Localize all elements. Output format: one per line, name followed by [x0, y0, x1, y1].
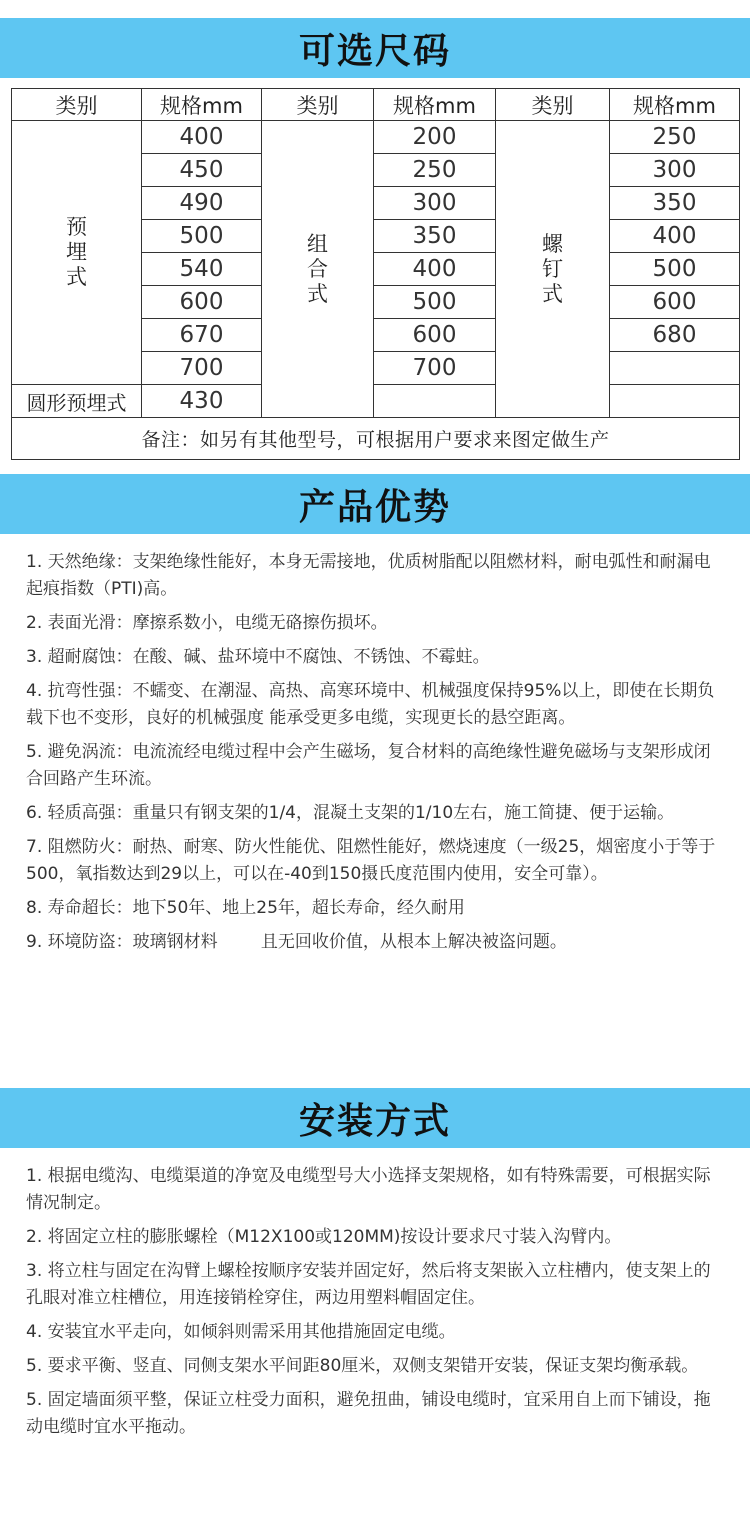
spec-cell: 350: [610, 187, 740, 220]
list-item: 6. 轻质高强：重量只有钢支架的1/4，混凝土支架的1/10左右，施工简捷、便于运输。: [26, 803, 675, 823]
spec-cell: 200: [374, 121, 496, 154]
spec-cell: 430: [142, 385, 262, 418]
spec-cell: 400: [142, 121, 262, 154]
list-item: 5. 避免涡流：电流流经电缆过程中会产生磁场，复合材料的高绝缘性避免磁场与支架形成闭合回路产生环流。: [26, 742, 711, 789]
header-spec-1: 规格mm: [142, 89, 262, 121]
list-item: 1. 天然绝缘：支架绝缘性能好，本身无需接地，优质树脂配以阻燃材料，耐电弧性和耐漏电起痕指数（PTI)高。: [26, 552, 711, 599]
table-row: [12, 385, 740, 418]
header-category-3: 类别: [496, 89, 610, 121]
spec-cell: 400: [610, 220, 740, 253]
list-item: 3. 超耐腐蚀：在酸、碱、盐环境中不腐蚀、不锈蚀、不霉蛀。: [26, 647, 490, 667]
spec-cell: [610, 352, 740, 385]
spec-cell: 540: [142, 253, 262, 286]
spec-cell: 250: [374, 154, 496, 187]
table-note-row: [12, 418, 740, 460]
list-item: 5. 要求平衡、竖直、同侧支架水平间距80厘米，双侧支架错开安装，保证支架均衡承载。: [26, 1356, 699, 1376]
header-category-2: 类别: [262, 89, 374, 121]
spec-cell: [374, 385, 496, 418]
section-title-install: 安装方式: [298, 1100, 451, 1142]
table-note: 备注：如另有其他型号，可根据用户要求来图定做生产: [12, 418, 740, 460]
spec-cell: 600: [610, 286, 740, 319]
spec-cell: 670: [142, 319, 262, 352]
spec-cell: 350: [374, 220, 496, 253]
table-header-row: [12, 89, 740, 121]
list-item: 4. 抗弯性强：不蠕变、在潮湿、高热、高寒环境中、机械强度保持95%以上，即使在长期负载下也不变形，良好的机械强度 能承受更多电缆，实现更长的悬空距离。: [26, 681, 715, 728]
list-item: 7. 阻燃防火：耐热、耐寒、防火性能优、阻燃性能好，燃烧速度（一级25，烟密度小于等于500，氧指数达到29以上，可以在-40到150摄氏度范围内使用，安全可靠）。: [26, 837, 716, 884]
list-item: 2. 表面光滑：摩擦系数小，电缆无硌擦伤损坏。: [26, 613, 388, 633]
list-item: 9. 环境防盗：玻璃钢材料 且无回收价值，从根本上解决被盗问题。: [26, 932, 567, 952]
list-item: 1. 根据电缆沟、电缆渠道的净宽及电缆型号大小选择支架规格，如有特殊需要，可根据实际情况制定。: [26, 1166, 711, 1213]
section-title-advantages: 产品优势: [298, 486, 451, 528]
section-banner-advantages: [0, 474, 750, 534]
section-banner-install: [0, 1088, 750, 1148]
list-item: 2. 将固定立柱的膨胀螺栓（M12X100或120MM)按设计要求尺寸装入沟臂内。: [26, 1227, 622, 1247]
list-item: 3. 将立柱与固定在沟臂上螺栓按顺序安装并固定好，然后将支架嵌入立柱槽内，使支架上的孔眼对准立柱槽位，用连接销栓穿住，两边用塑料帽固定住。: [26, 1261, 711, 1308]
spec-cell: 680: [610, 319, 740, 352]
list-item: 4. 安装宜水平走向，如倾斜则需采用其他措施固定电缆。: [26, 1322, 456, 1342]
advantages-list: [26, 549, 726, 963]
spec-cell: 490: [142, 187, 262, 220]
spec-cell: [610, 385, 740, 418]
size-table: [11, 88, 740, 460]
spec-cell: 300: [610, 154, 740, 187]
category-combined: 组合式: [262, 121, 374, 418]
table-row: [12, 121, 740, 154]
category-round-embedded: 圆形预埋式: [12, 385, 142, 418]
install-list: [26, 1163, 726, 1448]
list-item: 8. 寿命超长：地下50年、地上25年，超长寿命，经久耐用: [26, 898, 465, 918]
spec-cell: 500: [142, 220, 262, 253]
spec-cell: 400: [374, 253, 496, 286]
header-spec-3: 规格mm: [610, 89, 740, 121]
spec-cell: 600: [374, 319, 496, 352]
list-item: 5. 固定墙面须平整，保证立柱受力面积，避免扭曲，铺设电缆时，宜采用自上而下铺设，拖动电缆时宜水平拖动。: [26, 1390, 711, 1437]
spec-cell: 700: [142, 352, 262, 385]
spec-cell: 600: [142, 286, 262, 319]
spec-cell: 300: [374, 187, 496, 220]
spec-cell: 500: [610, 253, 740, 286]
header-spec-2: 规格mm: [374, 89, 496, 121]
section-title-sizes: 可选尺码: [298, 30, 451, 72]
spec-cell: 700: [374, 352, 496, 385]
section-banner-sizes: [0, 18, 750, 78]
spec-cell: 500: [374, 286, 496, 319]
category-embedded: 预埋式: [12, 121, 142, 385]
header-category-1: 类别: [12, 89, 142, 121]
category-screw: 螺钉式: [496, 121, 610, 418]
spec-cell: 450: [142, 154, 262, 187]
spec-cell: 250: [610, 121, 740, 154]
